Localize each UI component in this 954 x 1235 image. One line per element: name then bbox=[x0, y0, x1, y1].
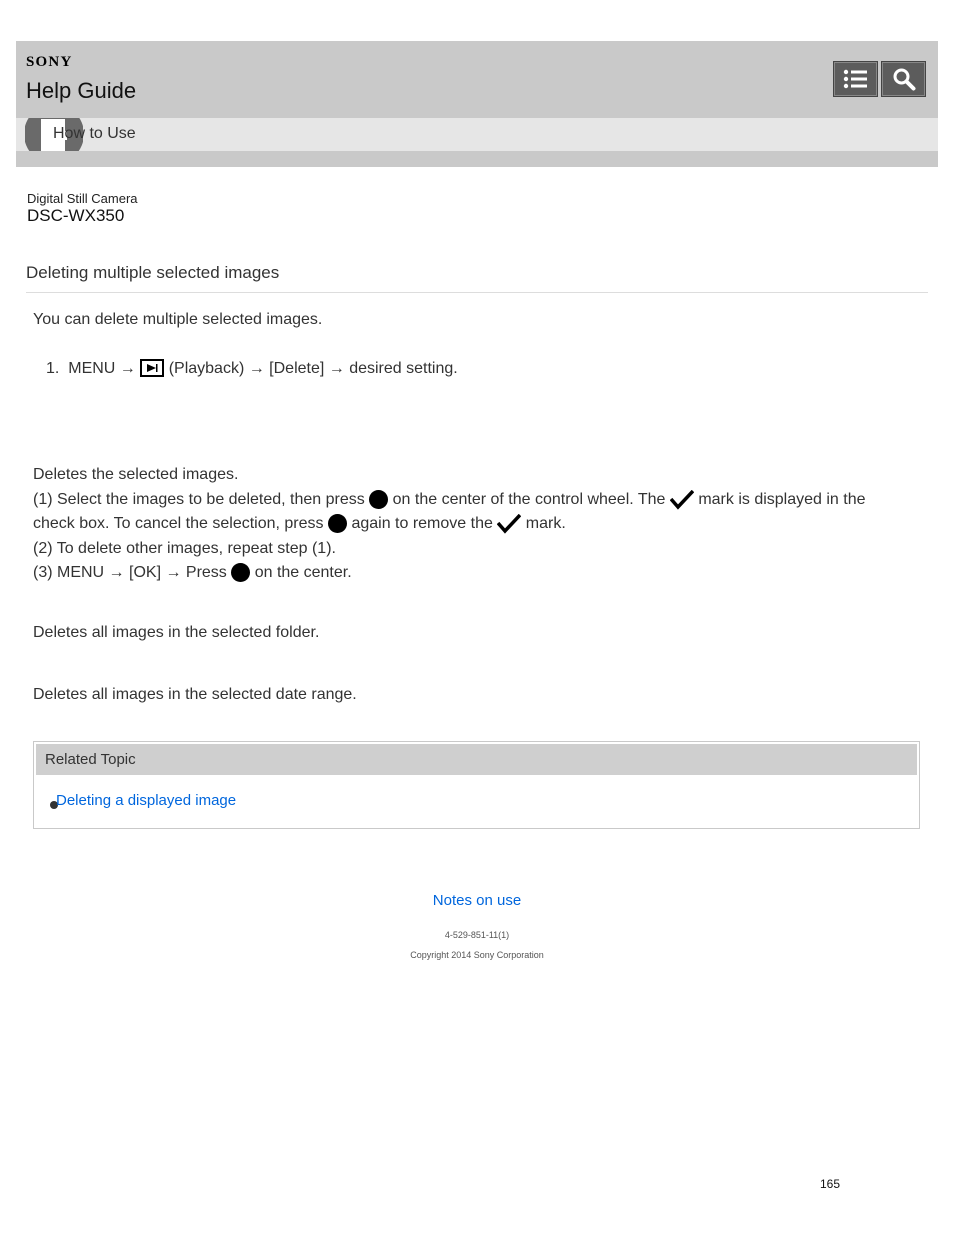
multiple-step-2: (2) To delete other images, repeat step (1). bbox=[33, 540, 336, 557]
product-category: Digital Still Camera bbox=[27, 191, 138, 206]
step-number: 1. bbox=[46, 360, 60, 377]
copyright: Copyright 2014 Sony Corporation bbox=[410, 950, 544, 960]
multiple-step-3-a: (3) MENU → [OK] → Press bbox=[33, 564, 227, 581]
title-divider bbox=[26, 292, 928, 293]
center-button-icon bbox=[369, 490, 388, 509]
center-button-icon bbox=[328, 514, 347, 533]
multiple-step-1-b: on the center of the control wheel. The bbox=[392, 491, 666, 508]
help-guide-title: Help Guide bbox=[26, 78, 137, 103]
page-title: Deleting multiple selected images bbox=[26, 263, 280, 282]
multiple-cancel-b: again to remove the bbox=[351, 515, 493, 532]
multiple-desc: Deletes the selected images. bbox=[33, 466, 239, 483]
related-link-deleting-displayed[interactable]: Deleting a displayed image bbox=[56, 792, 237, 809]
multiple-step-1-a: (1) Select the images to be deleted, then press bbox=[33, 491, 365, 508]
multiple-step-1 bbox=[33, 490, 866, 516]
search-button[interactable] bbox=[881, 61, 926, 97]
center-button-icon bbox=[231, 563, 250, 582]
search-icon bbox=[892, 67, 916, 91]
multiple-step-3 bbox=[33, 563, 352, 583]
playback-icon bbox=[140, 359, 164, 377]
multiple-cancel bbox=[33, 514, 566, 540]
related-topic-box bbox=[33, 741, 920, 829]
notes-on-use-label[interactable]: Notes on use bbox=[432, 892, 522, 909]
multiple-cancel-a: check box. To cancel the selection, press bbox=[33, 515, 324, 532]
document-code: 4-529-851-11(1) bbox=[444, 930, 510, 940]
step-menu: MENU → bbox=[68, 360, 136, 377]
list-button[interactable] bbox=[833, 61, 878, 97]
top-header bbox=[16, 41, 938, 118]
check-mark-icon bbox=[497, 514, 521, 540]
multiple-step-3-b: on the center. bbox=[254, 564, 352, 581]
related-topic-heading: Related Topic bbox=[45, 751, 136, 768]
step-1 bbox=[46, 359, 458, 379]
check-mark-icon bbox=[670, 490, 694, 516]
step-rest: (Playback) → [Delete] → desired setting. bbox=[168, 360, 458, 377]
notes-on-use-link[interactable] bbox=[0, 892, 954, 909]
multiple-cancel-c: mark. bbox=[525, 515, 566, 532]
folder-desc: Deletes all images in the selected folder. bbox=[33, 624, 320, 641]
product-model: DSC-WX350 bbox=[27, 206, 125, 225]
intro-text: You can delete multiple selected images. bbox=[33, 311, 323, 328]
list-icon bbox=[843, 68, 869, 90]
related-topic-header bbox=[36, 744, 917, 775]
category-bar bbox=[16, 118, 938, 151]
header-bottom-band bbox=[16, 151, 938, 167]
date-desc: Deletes all images in the selected date range. bbox=[33, 686, 357, 703]
how-to-use-label[interactable]: How to Use bbox=[53, 125, 136, 142]
sony-logo: SONY bbox=[26, 54, 73, 70]
multiple-step-1-c: mark is displayed in the bbox=[698, 491, 866, 508]
page-number: 165 bbox=[820, 1177, 841, 1191]
